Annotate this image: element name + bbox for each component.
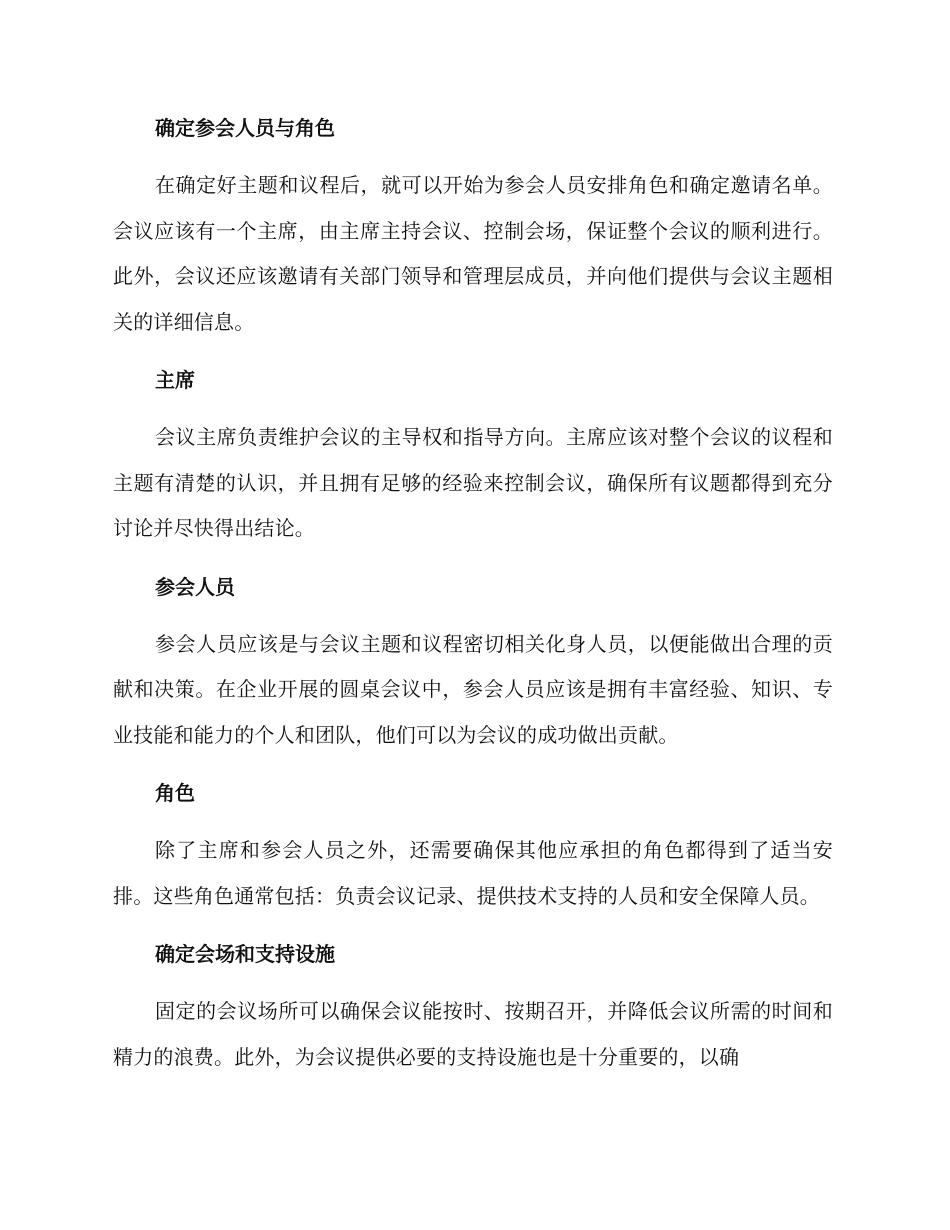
- section-paragraph: 会议主席负责维护会议的主导权和指导方向。主席应该对整个会议的议程和主题有清楚的认识，并且拥有足够的经验来控制会议，确保所有议题都得到充分讨论并尽快得出结论。: [113, 425, 833, 540]
- section-heading: 确定参会人员与角色: [155, 116, 335, 140]
- section-paragraph: 参会人员应该是与会议主题和议程密切相关化身人员，以便能做出合理的贡献和决策。在企业开展的圆桌会议中，参会人员应该是拥有丰富经验、知识、专业技能和能力的个人和团队，他们可以为会议的成功做出贡献。: [113, 631, 833, 747]
- section-heading: 参会人员: [155, 574, 235, 599]
- section-heading: 确定会场和支持设施: [155, 942, 335, 966]
- section-heading: 角色: [155, 781, 195, 805]
- document-page: [113, 105, 833, 1080]
- section-heading: 主席: [155, 368, 195, 392]
- section-paragraph: 在确定好主题和议程后，就可以开始为参会人员安排角色和确定邀请名单。会议应该有一个主席，由主席主持会议、控制会场，保证整个会议的顺利进行。此外，会议还应该邀请有关部门领导和管理层成员，并向他们提供与会议主题相关的详细信息。: [113, 173, 833, 334]
- section-paragraph: 固定的会议场所可以确保会议能按时、按期召开，并降低会议所需的时间和精力的浪费。此外，为会议提供必要的支持设施也是十分重要的，以确: [113, 999, 833, 1069]
- section-paragraph: 除了主席和参会人员之外，还需要确保其他应承担的角色都得到了适当安排。这些角色通常包括：负责会议记录、提供技术支持的人员和安全保障人员。: [113, 838, 833, 908]
